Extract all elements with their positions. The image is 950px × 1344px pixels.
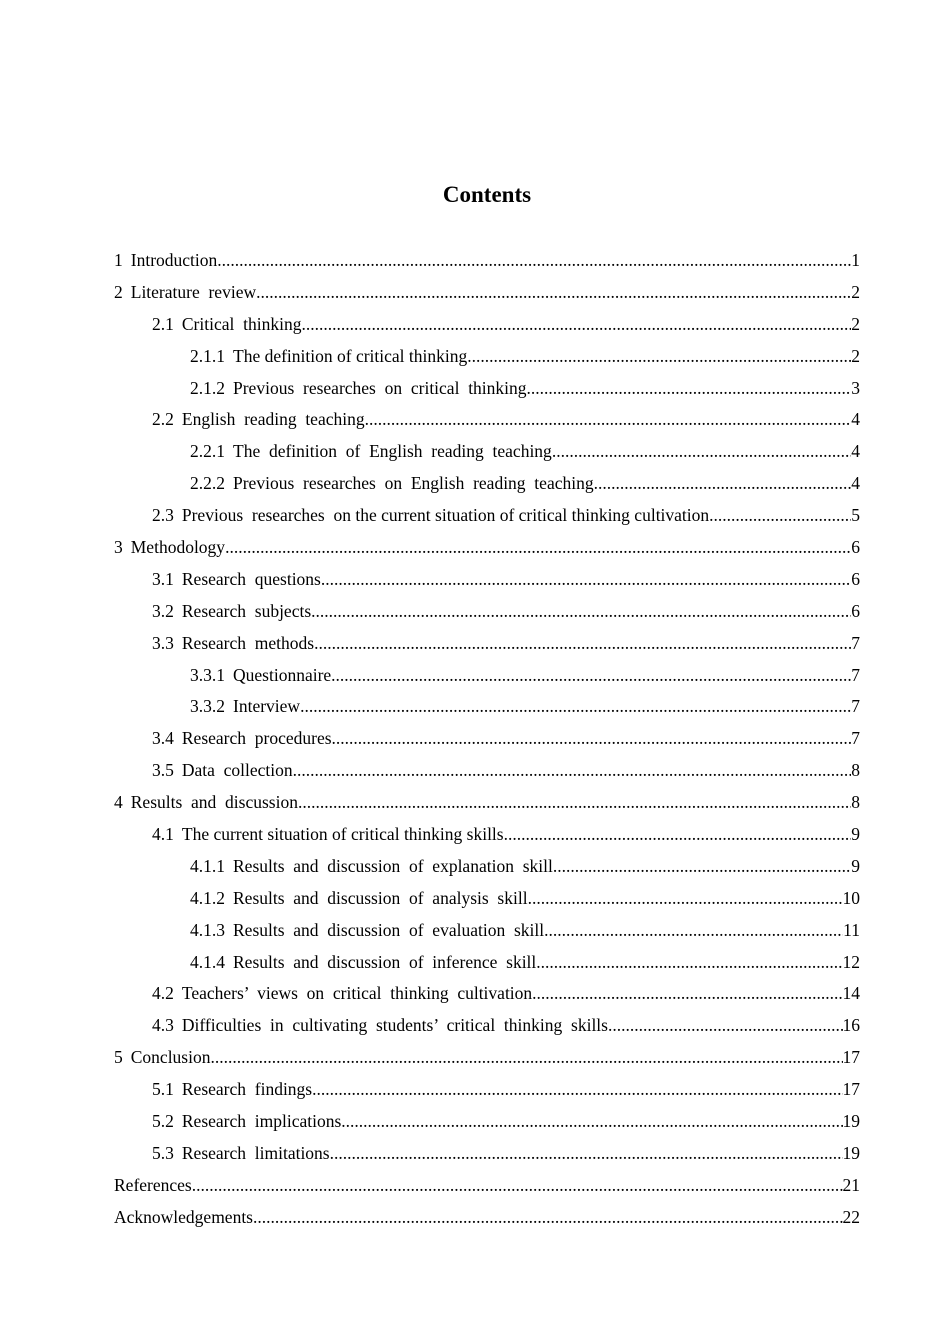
toc-entry-label: References [114, 1174, 192, 1195]
toc-entry-page-number: 22 [842, 1206, 860, 1227]
toc-entry-page-number: 16 [842, 1015, 860, 1036]
toc-entry-page-number: 4 [851, 409, 860, 430]
toc-dot-leader [341, 1108, 842, 1134]
toc-entry[interactable] [114, 502, 860, 534]
toc-entry-number: 5.3 [152, 1142, 174, 1163]
toc-entry[interactable] [114, 406, 860, 438]
toc-dot-leader [311, 598, 851, 624]
toc-entry-label: Methodology [130, 537, 226, 558]
toc-entry-number: 3.1 [152, 568, 174, 589]
toc-dot-leader [332, 725, 852, 751]
toc-entry[interactable] [114, 1204, 860, 1236]
toc-entry-number: 4.1 [152, 824, 174, 845]
toc-dot-leader [217, 247, 851, 273]
toc-entry-label: Results and discussion of explanation skill [233, 855, 553, 876]
toc-entry-number: 4.3 [152, 1015, 174, 1036]
toc-entry[interactable] [114, 311, 860, 343]
toc-entry-number: 4.1.2 [190, 887, 225, 908]
toc-entry-label: The definition of critical thinking [233, 345, 468, 366]
toc-entry[interactable] [114, 917, 860, 949]
toc-entry-number: 3.2 [152, 600, 174, 621]
toc-entry-number: 3 [114, 537, 123, 558]
toc-entry-page-number: 21 [842, 1174, 860, 1195]
toc-entry-label: Difficulties in cultivating students’ critical thinking skills [181, 1015, 608, 1036]
toc-dot-leader [293, 757, 852, 783]
toc-entry-label: Literature review [130, 281, 257, 302]
toc-entry-label: Questionnaire [233, 664, 332, 685]
toc-entry[interactable] [114, 789, 860, 821]
toc-entry-label: Research findings [181, 1079, 313, 1100]
toc-entry-page-number: 17 [842, 1079, 860, 1100]
toc-entry-page-number: 6 [851, 568, 860, 589]
toc-entry-page-number: 12 [842, 951, 860, 972]
toc-entry[interactable] [114, 1044, 860, 1076]
toc-entry-number: 3.3 [152, 632, 174, 653]
toc-entry[interactable] [114, 438, 860, 470]
toc-dot-leader [300, 693, 851, 719]
toc-entry[interactable] [114, 375, 860, 407]
toc-entry-label: Results and discussion of evaluation skill [233, 919, 545, 940]
toc-entry-label: Results and discussion of inference skill [233, 951, 537, 972]
toc-entry-page-number: 2 [851, 313, 860, 334]
toc-dot-leader [321, 566, 851, 592]
toc-dot-leader [544, 917, 843, 943]
toc-entry[interactable] [114, 693, 860, 725]
toc-entry[interactable] [114, 1012, 860, 1044]
toc-entry-number: 4.1.3 [190, 919, 225, 940]
toc-entry-label: The definition of English reading teaching [233, 441, 552, 462]
toc-entry-page-number: 5 [851, 505, 860, 526]
toc-entry-page-number: 2 [851, 281, 860, 302]
toc-dot-leader [553, 853, 851, 879]
toc-entry-label: Results and discussion [130, 792, 298, 813]
toc-dot-leader [527, 375, 852, 401]
toc-entry-label: Results and discussion of analysis skill [233, 887, 528, 908]
toc-entry-number: 4.1.4 [190, 951, 225, 972]
toc-entry-label: English reading teaching [181, 409, 365, 430]
toc-entry-page-number: 17 [842, 1047, 860, 1068]
toc-entry[interactable] [114, 566, 860, 598]
toc-dot-leader [552, 438, 851, 464]
toc-entry-label: Previous researches on critical thinking [233, 377, 527, 398]
toc-entry-number: 3.3.2 [190, 696, 225, 717]
toc-entry-number: 2.2 [152, 409, 174, 430]
toc-entry-page-number: 10 [842, 887, 860, 908]
toc-dot-leader [365, 406, 852, 432]
toc-entry-number: 2.1 [152, 313, 174, 334]
toc-dot-leader [536, 949, 842, 975]
toc-entry-label: Research procedures [181, 728, 332, 749]
toc-dot-leader [467, 343, 851, 369]
toc-entry-page-number: 6 [851, 537, 860, 558]
toc-entry[interactable] [114, 662, 860, 694]
toc-entry-page-number: 11 [843, 919, 860, 940]
toc-entry-number: 5 [114, 1047, 123, 1068]
toc-entry-page-number: 7 [851, 728, 860, 749]
toc-entry-number: 1 [114, 250, 123, 270]
toc-entry-label: Teachers’ views on critical thinking cultivation [181, 983, 533, 1004]
toc-entry-label: The current situation of critical thinking skills [181, 824, 504, 845]
toc-dot-leader [330, 1140, 843, 1166]
toc-dot-leader [210, 1044, 842, 1070]
toc-entry-label: Research subjects [181, 600, 312, 621]
toc-entry-page-number: 9 [851, 824, 860, 845]
toc-entry-number: 3.3.1 [190, 664, 225, 685]
toc-entry-label: Introduction [130, 250, 218, 270]
toc-entry-page-number: 7 [851, 696, 860, 717]
toc-dot-leader [532, 980, 842, 1006]
toc-dot-leader [504, 821, 852, 847]
toc-entry-page-number: 9 [851, 855, 860, 876]
toc-entry[interactable] [114, 630, 860, 662]
toc-entry-page-number: 3 [851, 377, 860, 398]
toc-entry[interactable] [114, 470, 860, 502]
toc-dot-leader [608, 1012, 843, 1038]
toc-entry[interactable] [114, 279, 860, 311]
toc-entry[interactable] [114, 1108, 860, 1140]
toc-entry-number: 3.5 [152, 760, 174, 781]
toc-entry-number: 2.3 [152, 505, 174, 526]
toc-entry[interactable] [114, 980, 860, 1012]
toc-entry-label: Acknowledgements [114, 1206, 253, 1227]
toc-entry-page-number: 14 [842, 983, 860, 1004]
toc-entry[interactable] [114, 853, 860, 885]
toc-dot-leader [331, 662, 851, 688]
toc-entry[interactable] [114, 598, 860, 630]
toc-entry-page-number: 1 [851, 250, 860, 270]
toc-dot-leader [314, 630, 851, 656]
toc-entry-page-number: 4 [851, 441, 860, 462]
page-title: Contents [442, 182, 532, 207]
toc-dot-leader [709, 502, 851, 528]
toc-dot-leader [192, 1172, 843, 1198]
toc-entry-number: 5.2 [152, 1111, 174, 1132]
toc-entry-page-number: 8 [851, 760, 860, 781]
toc-entry-label: Data collection [181, 760, 293, 781]
toc-entry-number: 2.2.1 [190, 441, 225, 462]
toc-entry-number: 2.2.2 [190, 473, 225, 494]
toc-entry-page-number: 19 [842, 1142, 860, 1163]
toc-entry[interactable] [114, 757, 860, 789]
toc-entry-page-number: 19 [842, 1111, 860, 1132]
toc-entry[interactable] [114, 1140, 860, 1172]
toc-entry[interactable] [114, 534, 860, 566]
table-of-contents [114, 247, 860, 1236]
toc-dot-leader [253, 1204, 843, 1230]
toc-entry-number: 2.1.2 [190, 377, 225, 398]
toc-entry-page-number: 7 [851, 664, 860, 685]
toc-entry-number: 3.4 [152, 728, 174, 749]
toc-dot-leader [298, 789, 851, 815]
toc-entry-label: Conclusion [130, 1047, 211, 1068]
toc-entry-label: Research methods [181, 632, 315, 653]
toc-entry-number: 2 [114, 281, 123, 302]
toc-entry-number: 2.1.1 [190, 345, 225, 366]
toc-entry[interactable] [114, 247, 860, 279]
toc-dot-leader [312, 1076, 842, 1102]
toc-dot-leader [594, 470, 852, 496]
toc-entry-number: 4.2 [152, 983, 174, 1004]
toc-dot-leader [256, 279, 851, 305]
toc-dot-leader [528, 885, 843, 911]
toc-entry[interactable] [114, 949, 860, 981]
toc-entry[interactable] [114, 343, 860, 375]
toc-entry-number: 5.1 [152, 1079, 174, 1100]
toc-entry-label: Previous researches on the current situation of critical thinking cultivation [181, 505, 710, 526]
toc-entry[interactable] [114, 885, 860, 917]
toc-entry[interactable] [114, 725, 860, 757]
toc-entry[interactable] [114, 1172, 860, 1204]
toc-dot-leader [225, 534, 851, 560]
toc-entry[interactable] [114, 1076, 860, 1108]
toc-entry[interactable] [114, 821, 860, 853]
toc-entry-page-number: 7 [851, 632, 860, 653]
toc-entry-page-number: 6 [851, 600, 860, 621]
toc-entry-number: 4 [114, 792, 123, 813]
toc-entry-page-number: 4 [851, 473, 860, 494]
toc-entry-label: Research limitations [181, 1142, 330, 1163]
toc-entry-label: Previous researches on English reading teaching [233, 473, 594, 494]
toc-entry-label: Research questions [181, 568, 321, 589]
toc-entry-label: Critical thinking [181, 313, 302, 334]
toc-entry-number: 4.1.1 [190, 855, 225, 876]
toc-entry-label: Interview [233, 696, 301, 717]
toc-entry-label: Research implications [181, 1111, 342, 1132]
toc-entry-page-number: 2 [851, 345, 860, 366]
toc-entry-page-number: 8 [851, 792, 860, 813]
toc-dot-leader [301, 311, 851, 337]
